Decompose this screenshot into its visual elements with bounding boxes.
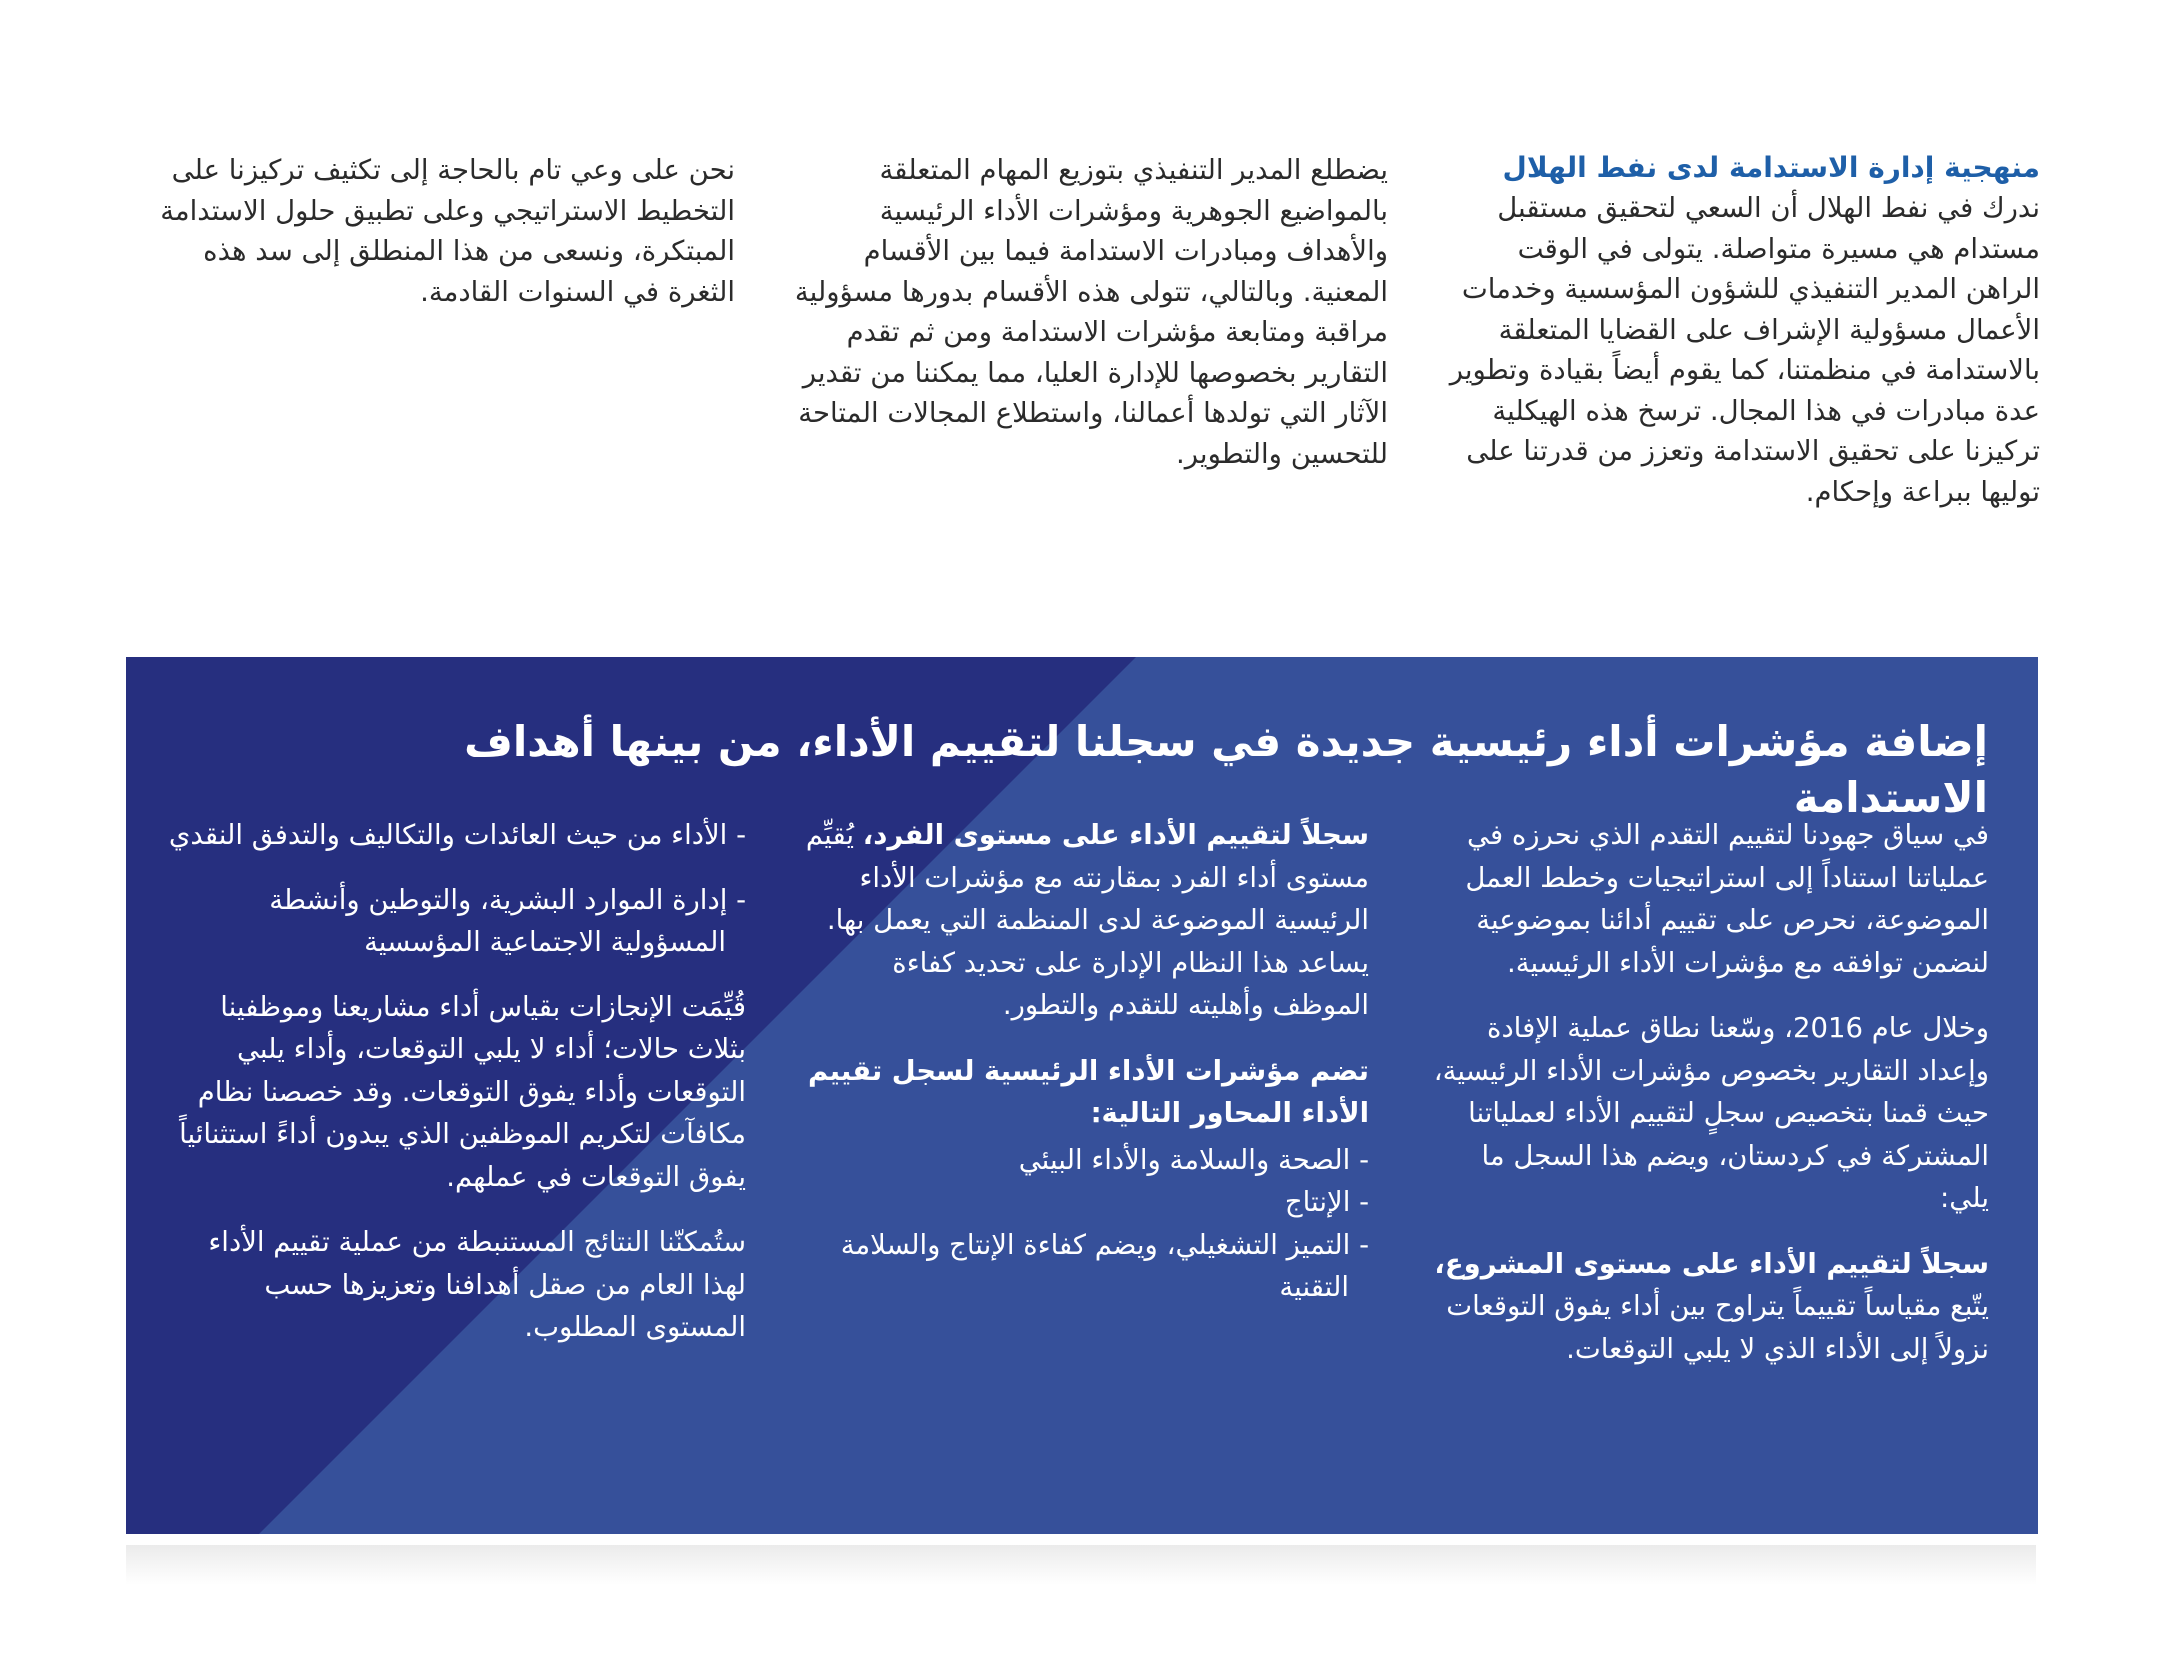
intro-column-left — [130, 150, 735, 312]
intro-paragraph-1: ندرك في نفط الهلال أن السعي لتحقيق مستقبل مستدام هي مسيرة متواصلة. يتولى في الوقت الراهن المدير التنفيذي للشؤون المؤسسية وخدمات الأعمال مسؤولية الإشراف على القضايا المتعلقة بالاستدامة في منظمتنا، كما يقوم أيضاً بقيادة وتطوير عدة مبادرات في هذا المجال. ترسخ هذه الهيكلية تركيزنا على تحقيق الاستدامة وتعزز من قدرتنا على توليها ببراعة وإحكام. — [1449, 192, 2040, 508]
kpi-bullet-item: - الصحة والسلامة والأداء البيئي — [1018, 1143, 1369, 1176]
kpi-axes-heading: تضم مؤشرات الأداء الرئيسية لسجل تقييم الأداء المحاور التالية: — [808, 1054, 1369, 1129]
panel-paragraph: ستُمكنّنا النتائج المستنبطة من عملية تقييم الأداء لهذا العام من صقل أهدافنا وتعزيزها حسب المستوى المطلوب. — [208, 1226, 746, 1343]
individual-scorecard-text: يُقيِّم مستوى أداء الفرد بمقارنته مع مؤشرات الأداء الرئيسية الموضوعة لدى المنظمة التي يعمل بها. يساعد هذا النظام الإدارة على تحديد كفاءة الموظف وأهليته للتقدم والتطور. — [805, 819, 1369, 1021]
project-scorecard-label: سجلاً لتقييم الأداء على مستوى المشروع، — [1434, 1247, 1989, 1280]
section-heading: منهجية إدارة الاستدامة لدى نفط الهلال — [1502, 151, 2040, 184]
individual-scorecard-label: سجلاً لتقييم الأداء على مستوى الفرد، — [862, 819, 1369, 851]
panel-paragraph-project — [1426, 1243, 1989, 1371]
intro-column-right — [1440, 148, 2040, 512]
panel-column-middle — [794, 814, 1369, 1309]
kpi-bullet-item: - الإنتاج — [1284, 1186, 1369, 1218]
panel-paragraph: في سياق جهودنا لتقييم التقدم الذي نحرزه في عملياتنا استناداً إلى استراتيجيات وخطط العمل الموضوعة، نحرص على تقييم أدائنا بموضوعية لنضمن توافقه مع مؤشرات الأداء الرئيسية. — [1465, 819, 1989, 979]
panel-paragraph: وخلال عام 2016، وسّعنا نطاق عملية الإفادة وإعداد التقارير بخصوص مؤشرات الأداء الرئيسية، حيث قمنا بتخصيص سجلٍ لتقييم الأداء لعملياتنا المشتركة في كردستان، ويضم هذا السجل ما يلي: — [1433, 1012, 1989, 1214]
panel-title: إضافة مؤشرات أداء رئيسية جديدة في سجلنا لتقييم الأداء، من بينها أهداف الاستدامة — [464, 717, 1988, 822]
kpi-panel — [126, 657, 2038, 1534]
panel-column-left — [166, 814, 746, 1372]
panel-paragraph-individual — [794, 814, 1369, 1027]
panel-column-right — [1426, 814, 1989, 1393]
project-scorecard-text: يتّبع مقياساً تقييماً يتراوح بين أداء يفوق التوقعات نزولاً إلى الأداء الذي لا يلبي التوقعات. — [1446, 1290, 1989, 1365]
intro-paragraph-3: نحن على وعي تام بالحاجة إلى تكثيف تركيزنا على التخطيط الاستراتيجي وعلى تطبيق حلول الاستدامة المبتكرة، ونسعى من هذا المنطلق إلى سد هذه الثغرة في السنوات القادمة. — [160, 154, 735, 308]
kpi-bullet-item: - الأداء من حيث العائدات والتكاليف والتدفق النقدي — [168, 819, 746, 851]
intro-column-middle — [778, 150, 1388, 474]
kpi-bullet-item: - إدارة الموارد البشرية، والتوطين وأنشطة المسؤولية الاجتماعية المؤسسية — [269, 883, 746, 958]
panel-paragraph: قُيِّمَت الإنجازات بقياس أداء مشاريعنا وموظفينا بثلاث حالات؛ أداء لا يلبي التوقعات، وأداء يلبي التوقعات وأداء يفوق التوقعات. وقد خصصنا نظام مكافآت لتكريم الموظفين الذي يبدون أداءً استثنائياً يفوق التوقعات في عملهم. — [179, 990, 746, 1193]
intro-paragraph-2: يضطلع المدير التنفيذي بتوزيع المهام المتعلقة بالمواضيع الجوهرية ومؤشرات الأداء الرئيسية والأهداف ومبادرات الاستدامة فيما بين الأقسام المعنية. وبالتالي، تتولى هذه الأقسام بدورها مسؤولية مراقبة ومتابعة مؤشرات الاستدامة ومن ثم تقدم التقارير بخصوصها للإدارة العليا، مما يمكننا من تقدير الآثار التي تولدها أعمالنا، واستطلاع المجالات المتاحة للتحسين والتطوير. — [794, 154, 1388, 470]
panel-shadow — [126, 1545, 2036, 1585]
kpi-bullet-item: - التميز التشغيلي، ويضم كفاءة الإنتاج والسلامة التقنية — [840, 1228, 1369, 1303]
